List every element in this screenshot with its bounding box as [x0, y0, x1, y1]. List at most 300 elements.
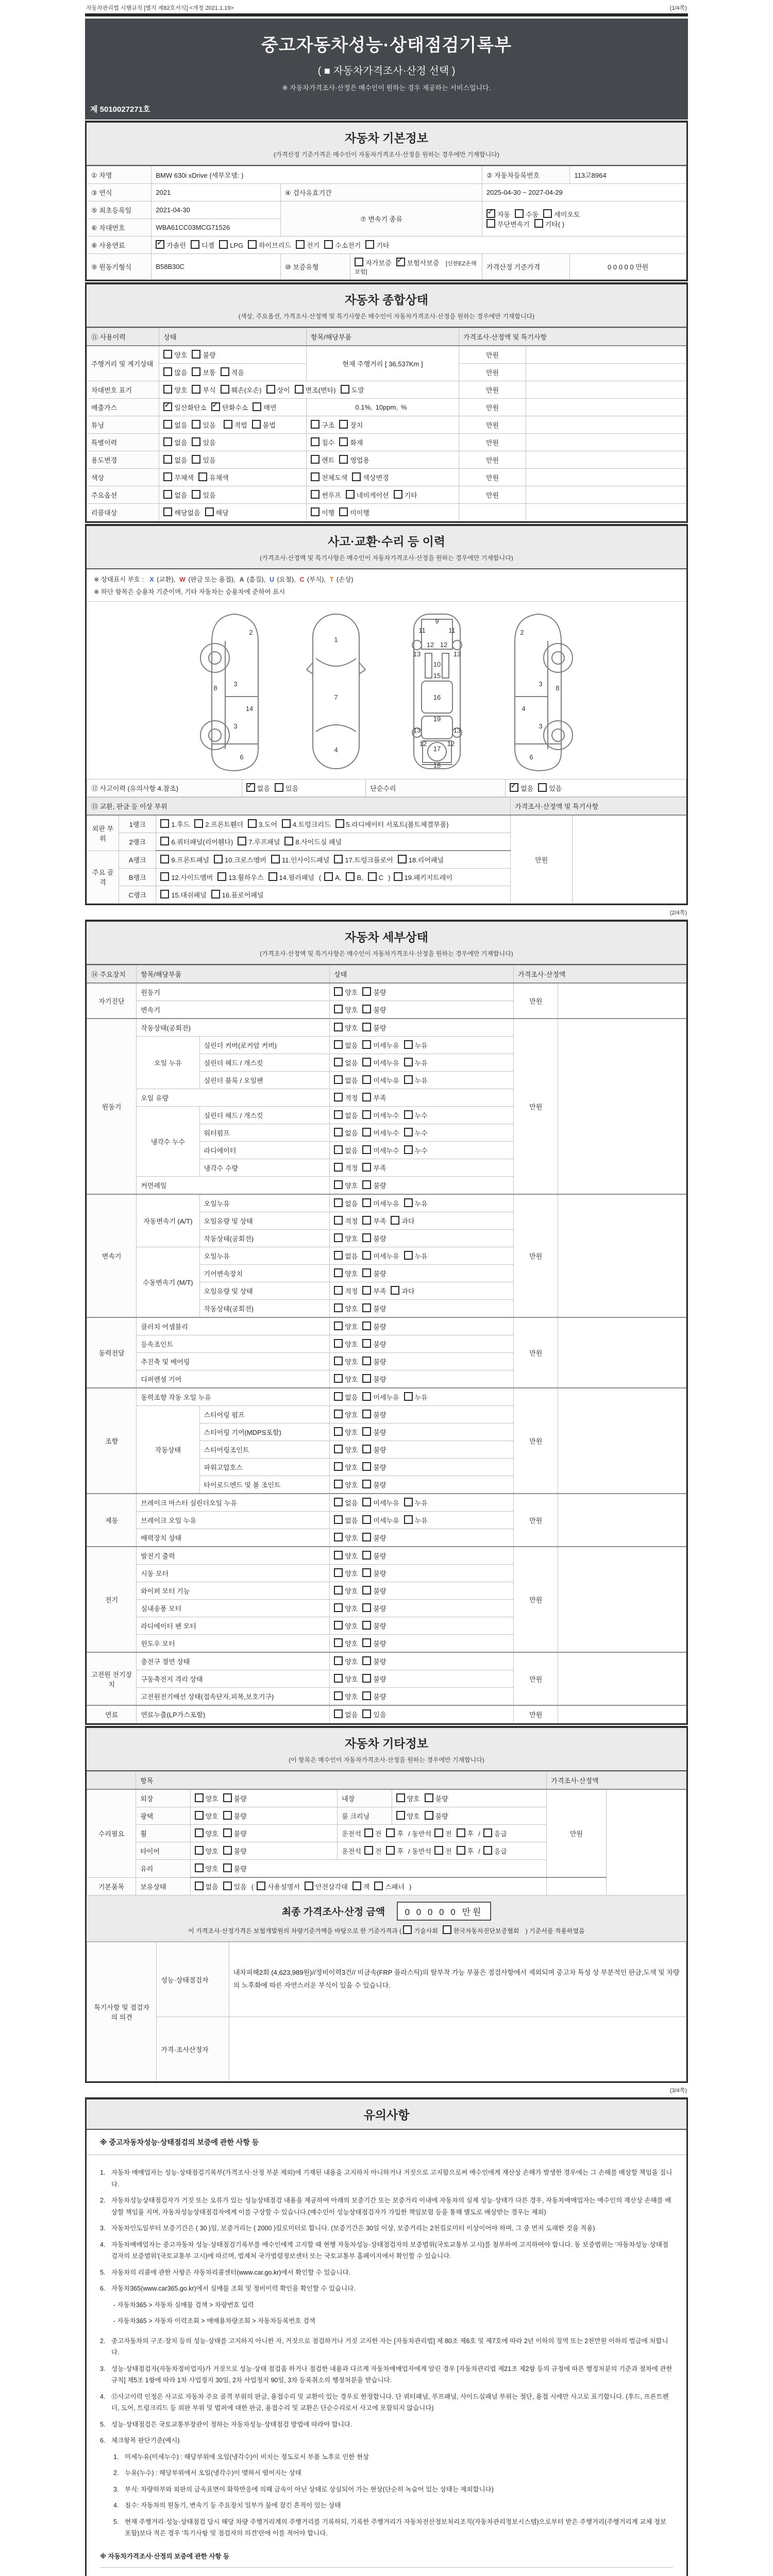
checkbox-유채색[interactable] [198, 472, 207, 481]
checkbox-있음[interactable] [192, 437, 200, 446]
section-notice [85, 2097, 688, 2576]
option-5.라디에이터 서포트(볼트체결부품) [335, 819, 449, 829]
checkbox-5.라디에이터 서포트(볼트체결부품)[interactable] [335, 819, 344, 828]
checkbox-기타( )[interactable] [534, 219, 543, 228]
checkbox-양호[interactable] [334, 1533, 343, 1541]
checkbox-없음[interactable] [334, 1392, 343, 1401]
option-label: 무채색 [174, 474, 194, 482]
checkbox-썬루프[interactable] [311, 490, 320, 499]
checkbox-양호[interactable] [396, 1811, 405, 1820]
checkbox-적정[interactable] [334, 1163, 343, 1172]
checkbox-없음[interactable] [334, 1198, 343, 1207]
checkbox-전[interactable] [434, 1846, 443, 1855]
inspection-document [85, 0, 688, 2576]
checkbox-없음[interactable] [334, 1040, 343, 1049]
checkbox-디젤[interactable] [191, 240, 199, 249]
checkbox-불량[interactable] [362, 1551, 371, 1560]
checkbox-침수[interactable] [311, 437, 320, 446]
checkbox-양호[interactable] [334, 1180, 343, 1189]
checkbox-있음[interactable] [538, 783, 547, 792]
checkbox-불량[interactable] [362, 1410, 371, 1418]
option-없음 [334, 1058, 358, 1067]
checkbox-불량[interactable] [223, 1828, 232, 1837]
checkbox-16.플로어패널[interactable] [211, 890, 220, 899]
checkbox-부족[interactable] [362, 1163, 371, 1172]
checkbox-누수[interactable] [404, 1110, 413, 1119]
part-label: 클러치 어셈블리 [137, 1317, 330, 1335]
checkbox-스패너[interactable] [374, 1882, 383, 1890]
checkbox-응급[interactable] [483, 1846, 492, 1855]
checkbox-불량[interactable] [362, 1586, 371, 1595]
option-label: 양호 [345, 1270, 358, 1278]
option-없음 [163, 420, 187, 430]
option-label: 기술사회 [414, 1927, 438, 1935]
checkbox-불량[interactable] [362, 1638, 371, 1647]
checkbox-양호[interactable] [334, 1445, 343, 1453]
checkbox-일산화탄소[interactable] [163, 402, 172, 411]
checkbox-불량[interactable] [362, 1005, 371, 1013]
checkbox-보통[interactable] [192, 367, 200, 376]
checkbox-양호[interactable] [334, 1303, 343, 1312]
checkbox-누유[interactable] [404, 1058, 413, 1066]
checkbox-불량[interactable] [192, 350, 200, 359]
checkbox-미세누수[interactable] [362, 1128, 371, 1137]
checkbox-훼손(오손)[interactable] [221, 385, 229, 394]
checkbox-렌트[interactable] [311, 455, 320, 464]
checkbox-양호[interactable] [195, 1811, 204, 1820]
checkbox-자동[interactable] [486, 209, 495, 218]
checkbox-없음[interactable] [334, 1075, 343, 1084]
subgroup-label: 냉각수 누수 [137, 1107, 199, 1177]
checkbox-양호[interactable] [334, 1462, 343, 1471]
checkbox-없음[interactable] [334, 1515, 343, 1524]
checkbox-양호[interactable] [334, 1357, 343, 1365]
checkbox-A,[interactable] [324, 872, 333, 881]
checkbox-양호[interactable] [334, 1268, 343, 1277]
warranty-options [350, 254, 482, 280]
option-양호 [334, 1445, 358, 1454]
option-label: 응급 [494, 1830, 507, 1838]
option-후 [457, 1828, 474, 1838]
checkbox-없음[interactable] [510, 783, 518, 792]
checkbox-불량[interactable] [223, 1811, 232, 1820]
option-label: 11.인사이드패널 [281, 856, 330, 864]
odometer-notes [526, 364, 686, 381]
checkbox-전기[interactable] [296, 240, 305, 249]
row-notes [526, 381, 686, 399]
checkbox-12.사이드멤버[interactable] [160, 872, 169, 881]
checkbox-적법[interactable] [224, 420, 232, 429]
checkbox-양호[interactable] [163, 385, 172, 394]
checkbox-변조(변타)[interactable] [295, 385, 304, 394]
checkbox-없음[interactable] [334, 1251, 343, 1260]
checkbox-가솔린[interactable] [156, 240, 164, 249]
checkbox-미세누유[interactable] [362, 1075, 371, 1084]
option-가솔린 [156, 240, 186, 250]
checkbox-탄화수소[interactable] [211, 402, 220, 411]
checkbox-불량[interactable] [362, 1480, 371, 1488]
checkbox-없음[interactable] [334, 1498, 343, 1506]
status-options [330, 1265, 514, 1282]
checkbox-불량[interactable] [362, 1023, 371, 1031]
checkbox-불량[interactable] [362, 1357, 371, 1365]
option-많음 [163, 367, 187, 377]
car-diagram-underbody [398, 609, 476, 774]
checkbox-누유[interactable] [404, 1075, 413, 1084]
checkbox-없음[interactable] [195, 1882, 204, 1890]
checkbox-B,[interactable] [346, 872, 355, 881]
checkbox-불량[interactable] [425, 1811, 433, 1820]
item-text: ⑫사고이력 인정은 사고로 자동차 주요 골격 부위의 판금, 용접수리 및 교환이 있는 경우로 한정합니다. 단 쿼터패널, 루프패널, 사이드실패널 부위는 절단, 용접 시에만 사고로 표기합니다. (후드, 프론트펜더, 도어, 트렁크리드 등 외판 부위 및 범퍼에 대한 판금, 용접수리 및 교환은 단순수리로서 사고에 포함되지 않습니다) [111, 2393, 669, 2412]
basic-info-title: 자동차 기본정보 [345, 131, 428, 145]
misc-header [87, 1728, 686, 1771]
checkbox-미세누유[interactable] [362, 1392, 371, 1401]
transmission-options-row2 [486, 219, 682, 229]
checkbox-18.리어패널[interactable] [398, 855, 407, 863]
checkbox-부족[interactable] [362, 1093, 371, 1101]
panel-number-4: 4 [522, 705, 526, 713]
item-number: 2. [100, 2197, 106, 2204]
panel-number-7: 7 [334, 693, 338, 701]
status-options [330, 1107, 514, 1124]
checkbox-양호[interactable] [334, 1586, 343, 1595]
checkbox-사용설명서[interactable] [257, 1882, 265, 1890]
checkbox-없음[interactable] [334, 1110, 343, 1119]
accident-history-label: ⑫ 사고이력 (유의사항 4.참조) [87, 779, 242, 797]
checkbox-매연[interactable] [253, 402, 261, 411]
checkbox-네비게이션[interactable] [346, 490, 355, 499]
checkbox-불량[interactable] [223, 1846, 232, 1855]
checkbox-없음[interactable] [334, 1709, 343, 1718]
rank-header: ⑬ 교환, 판금 등 이상 부위 [87, 798, 511, 816]
panel-number-3: 3 [539, 722, 543, 730]
checkbox-보험사보증[interactable] [396, 258, 405, 266]
checkbox-있음[interactable] [275, 783, 283, 792]
checkbox-수동[interactable] [515, 209, 524, 218]
checkbox-양호[interactable] [334, 1568, 343, 1577]
notice-warranty-items [100, 2167, 673, 2295]
option-10.크로스멤버 [214, 855, 266, 865]
checkbox-미세누유[interactable] [362, 1515, 371, 1524]
checkbox-전[interactable] [434, 1828, 443, 1837]
option-14.필러패널 [268, 872, 314, 882]
checkbox-양호[interactable] [334, 1233, 343, 1242]
status-code-X: X [149, 576, 154, 583]
checkbox-양호[interactable] [195, 1828, 204, 1837]
checkbox-있음[interactable] [223, 1882, 232, 1890]
checkbox-불량[interactable] [362, 1674, 371, 1683]
checkbox-15.대쉬패널[interactable] [160, 890, 169, 899]
option-label: 양호 [345, 1658, 358, 1666]
checkbox-세미오토[interactable] [543, 209, 552, 218]
checkbox-색상변경[interactable] [352, 472, 361, 481]
notes-cell [558, 1317, 686, 1388]
checkbox-전[interactable] [364, 1828, 373, 1837]
checkbox-부족[interactable] [362, 1216, 371, 1225]
option-불량 [362, 1445, 386, 1454]
option-label: 없음 [174, 492, 188, 499]
part-label: 워터펌프 [199, 1124, 330, 1142]
checkbox-6.쿼터패널(리어휀다)[interactable] [160, 837, 169, 845]
checkbox-누유[interactable] [404, 1040, 413, 1049]
checkbox-후[interactable] [386, 1828, 395, 1837]
checkbox-양호[interactable] [163, 350, 172, 359]
notice-car365-sublist [113, 2299, 673, 2327]
checkbox-누유[interactable] [404, 1251, 413, 1260]
option-label: 전 [375, 1848, 382, 1855]
checkbox-양호[interactable] [334, 1603, 343, 1612]
checkbox-8.사이드실 패널[interactable] [284, 837, 293, 845]
checkbox-있음[interactable] [192, 420, 200, 429]
checkbox-양호[interactable] [195, 1793, 204, 1802]
checkbox-기술사회[interactable] [403, 1925, 412, 1934]
checkbox-누유[interactable] [404, 1498, 413, 1506]
option-label: 양호 [345, 1411, 358, 1419]
checkbox-양호[interactable] [334, 1674, 343, 1683]
checkbox-무단변속기[interactable] [486, 219, 495, 228]
checkbox-미이행[interactable] [339, 507, 348, 516]
text-token: 운전석 [342, 1830, 361, 1838]
checkbox-불량[interactable] [425, 1793, 433, 1802]
option-불량 [362, 1005, 386, 1014]
checkbox-양호[interactable] [334, 1656, 343, 1665]
checkbox-양호[interactable] [334, 1638, 343, 1647]
option-자가보증 [355, 258, 391, 267]
notice-item [113, 2315, 673, 2327]
part-label: 구동축전지 격리 상태 [137, 1670, 330, 1688]
checkbox-해당없음[interactable] [163, 507, 172, 516]
detail-table [87, 965, 686, 1723]
panel-number-6: 6 [240, 753, 244, 761]
checkbox-없음[interactable] [163, 420, 172, 429]
checkbox-한국자동차진단보증협회[interactable] [443, 1925, 451, 1934]
notice-s2-heading: ※ 자동차가격조사·산정의 보증에 관한 사항 등 [100, 2552, 230, 2560]
checkbox-무채색[interactable] [163, 472, 172, 481]
checkbox-미세누유[interactable] [362, 1058, 371, 1066]
option-label: 렌트 [322, 456, 335, 464]
checkbox-9.프론트패널[interactable] [160, 855, 169, 863]
checkbox-양호[interactable] [334, 1621, 343, 1630]
price-cell: 만원 [514, 1388, 558, 1494]
checkbox-2.프론트휀더[interactable] [194, 819, 203, 828]
checkbox-장치[interactable] [339, 420, 348, 429]
checkbox-양호[interactable] [334, 1480, 343, 1488]
exterior-label: 외장 [136, 1789, 190, 1807]
checkbox-양호[interactable] [334, 1023, 343, 1031]
panel-number-10: 10 [433, 660, 441, 668]
checkbox-양호[interactable] [334, 1321, 343, 1330]
option-기타 [365, 240, 389, 250]
row-price: 만원 [459, 486, 526, 504]
checkbox-있음[interactable] [192, 490, 200, 499]
checkbox-불량[interactable] [362, 1691, 371, 1700]
checkbox-4.트렁크리드[interactable] [282, 819, 291, 828]
checkbox-11.인사이드패널[interactable] [271, 855, 280, 863]
checkbox-양호[interactable] [334, 1339, 343, 1348]
checkbox-후[interactable] [457, 1846, 465, 1855]
checkbox-미세누유[interactable] [362, 1251, 371, 1260]
checkbox-과다[interactable] [391, 1216, 399, 1225]
checkbox-양호[interactable] [396, 1793, 405, 1802]
checkbox-잭[interactable] [352, 1882, 361, 1890]
checkbox-있음[interactable] [362, 1709, 371, 1718]
option-없음 [334, 1198, 358, 1208]
checkbox-없음[interactable] [334, 1145, 343, 1154]
checkbox-불량[interactable] [362, 1374, 371, 1383]
checkbox-누유[interactable] [404, 1392, 413, 1401]
checkbox-있음[interactable] [192, 455, 200, 464]
checkbox-누수[interactable] [404, 1145, 413, 1154]
option-label: 불량 [373, 1411, 386, 1419]
checkbox-없음[interactable] [334, 1058, 343, 1066]
notice-item [113, 2500, 673, 2512]
checkbox-화재[interactable] [339, 437, 348, 446]
checkbox-불량[interactable] [362, 1533, 371, 1541]
checkbox-누유[interactable] [404, 1198, 413, 1207]
option-label: 16.플로어패널 [222, 891, 264, 899]
option-label: 양호 [345, 1570, 358, 1578]
checkbox-적정[interactable] [334, 1216, 343, 1225]
checkbox-양호[interactable] [195, 1863, 204, 1872]
notice-body [87, 2155, 686, 2576]
checkbox-자가보증[interactable] [355, 258, 363, 266]
checkbox-후[interactable] [457, 1828, 465, 1837]
checkbox-하이브리드[interactable] [248, 240, 257, 249]
checkbox-양호[interactable] [334, 1005, 343, 1013]
checkbox-양호[interactable] [334, 1374, 343, 1383]
checkbox-이행[interactable] [311, 507, 320, 516]
checkbox-불량[interactable] [362, 1268, 371, 1277]
checkbox-불량[interactable] [362, 1427, 371, 1436]
checkbox-3.도어[interactable] [248, 819, 257, 828]
option-자동 [486, 209, 510, 219]
checkbox-불법[interactable] [252, 420, 261, 429]
checkbox-불량[interactable] [362, 1462, 371, 1471]
checkbox-19.패키지트레이[interactable] [394, 872, 402, 881]
text-token: / [478, 1830, 480, 1838]
checkbox-후[interactable] [386, 1846, 395, 1855]
notice-item [100, 2267, 673, 2279]
checkbox-불량[interactable] [362, 1303, 371, 1312]
checkbox-불량[interactable] [362, 1603, 371, 1612]
checkbox-과다[interactable] [391, 1286, 399, 1295]
status-options [330, 1688, 514, 1706]
checkbox-적정[interactable] [334, 1093, 343, 1101]
notes-cell [558, 1388, 686, 1494]
option-label: 19.패키지트레이 [404, 874, 452, 882]
recall-options [159, 504, 307, 521]
checkbox-불량[interactable] [362, 1445, 371, 1453]
option-누유 [404, 1075, 428, 1085]
checkbox-미세누수[interactable] [362, 1110, 371, 1119]
option-불량 [362, 1268, 386, 1278]
checkbox-10.크로스멤버[interactable] [214, 855, 223, 863]
checkbox-양호[interactable] [334, 1427, 343, 1436]
checkbox-LPG[interactable] [219, 240, 228, 249]
checkbox-14.필러패널[interactable] [268, 872, 277, 881]
checkbox-누유[interactable] [404, 1515, 413, 1524]
option-label: 없음 [345, 1711, 358, 1719]
checkbox-기타[interactable] [394, 490, 402, 499]
checkbox-없음[interactable] [163, 455, 172, 464]
checkbox-양호[interactable] [334, 1691, 343, 1700]
checkbox-불량[interactable] [362, 1233, 371, 1242]
status-code-W: W [179, 576, 186, 583]
checkbox-수소전기[interactable] [324, 240, 333, 249]
option-불량 [223, 1846, 247, 1856]
checkbox-양호[interactable] [334, 1551, 343, 1560]
checkbox-불량[interactable] [223, 1863, 232, 1872]
checkbox-안전삼각대[interactable] [305, 1882, 313, 1890]
status-options [330, 1459, 514, 1476]
checkbox-C[interactable] [368, 872, 377, 881]
checkbox-미세누유[interactable] [362, 1040, 371, 1049]
option-13.휠하우스 [217, 872, 263, 882]
checkbox-응급[interactable] [483, 1828, 492, 1837]
option-보험사보증 [396, 258, 440, 267]
option-label: 불량 [373, 1358, 386, 1366]
option-label: 양호 [345, 1675, 358, 1683]
checkbox-적음[interactable] [221, 367, 229, 376]
checkbox-양호[interactable] [334, 1410, 343, 1418]
checkbox-구조[interactable] [311, 420, 320, 429]
checkbox-7.루프패널[interactable] [238, 837, 246, 845]
checkbox-많음[interactable] [163, 367, 172, 376]
checkbox-양호[interactable] [195, 1846, 204, 1855]
checkbox-부족[interactable] [362, 1286, 371, 1295]
checkbox-전[interactable] [364, 1846, 373, 1855]
option-6.쿼터패널(리어휀다) [160, 837, 233, 846]
checkbox-불량[interactable] [362, 1568, 371, 1577]
option-label: 화재 [350, 439, 363, 447]
checkbox-없음[interactable] [163, 490, 172, 499]
checkbox-미세누유[interactable] [362, 1198, 371, 1207]
checkbox-누수[interactable] [404, 1128, 413, 1137]
option-없음 [334, 1392, 358, 1402]
checkbox-불량[interactable] [362, 1339, 371, 1348]
item-number: 4. [113, 2502, 119, 2509]
checkbox-17.트렁크플로어[interactable] [334, 855, 343, 863]
checkbox-미세누유[interactable] [362, 1498, 371, 1506]
checkbox-해당[interactable] [205, 507, 214, 516]
checkbox-전체도색[interactable] [311, 472, 320, 481]
part-label: 발전기 출력 [137, 1547, 330, 1565]
checkbox-불량[interactable] [362, 1656, 371, 1665]
checkbox-없음[interactable] [163, 437, 172, 446]
checkbox-양호[interactable] [334, 987, 343, 996]
checkbox-없음[interactable] [246, 783, 255, 792]
checkbox-불량[interactable] [362, 1621, 371, 1630]
checkbox-미세누수[interactable] [362, 1145, 371, 1154]
option-미이행 [339, 507, 369, 517]
checkbox-상이[interactable] [266, 385, 275, 394]
checkbox-13.휠하우스[interactable] [217, 872, 226, 881]
checkbox-불량[interactable] [223, 1793, 232, 1802]
checkbox-없음[interactable] [334, 1128, 343, 1137]
status-options [330, 1019, 514, 1037]
option-label: 없음 [345, 1147, 358, 1155]
checkbox-불량[interactable] [362, 987, 371, 996]
checkbox-도말[interactable] [341, 385, 349, 394]
checkbox-영업용[interactable] [339, 455, 348, 464]
checkbox-기타[interactable] [365, 240, 374, 249]
checkbox-불량[interactable] [362, 1180, 371, 1189]
checkbox-불량[interactable] [362, 1321, 371, 1330]
checkbox-1.후드[interactable] [160, 819, 169, 828]
option-label: 없음 [345, 1252, 358, 1260]
checkbox-적정[interactable] [334, 1286, 343, 1295]
checkbox-부식[interactable] [192, 385, 200, 394]
